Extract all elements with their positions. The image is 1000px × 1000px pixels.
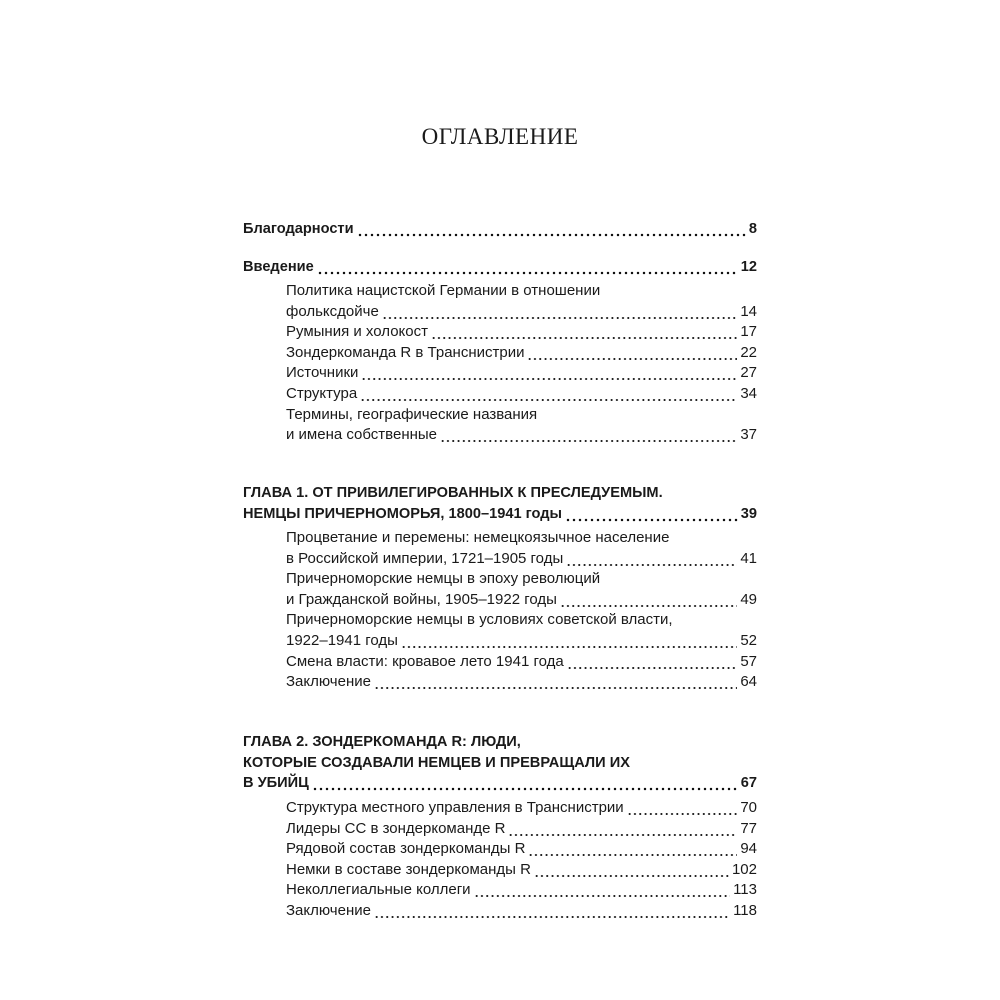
entry-title[interactable]: фольксдойче [286,302,379,320]
toc-line [243,219,757,240]
dot-leader [534,860,729,881]
toc-line [243,343,757,364]
page-number[interactable]: 57 [740,652,757,670]
dot-leader [627,798,738,819]
dot-leader [527,343,737,364]
toc-line [243,281,757,302]
toc-line [243,302,757,323]
entry-title[interactable]: Благодарности [243,221,354,237]
dot-leader [382,302,738,323]
toc-line [243,773,757,794]
toc-chapter-2[interactable] [243,732,757,794]
toc-section-entry[interactable] [243,652,757,673]
toc-line [243,610,757,631]
entry-title[interactable]: Структура местного управления в Транснистрии [286,799,624,816]
toc-line [243,590,757,611]
page-number[interactable]: 94 [740,840,757,858]
toc-line [243,425,757,446]
toc-section-entry[interactable] [243,343,757,364]
toc-line [243,839,757,860]
page-number[interactable]: 67 [740,775,757,792]
entry-title[interactable]: Процветание и перемены: немецкоязычное население [286,529,670,546]
entry-title[interactable]: Зондеркоманда R в Транснистрии [286,343,525,361]
toc-section-entry[interactable] [243,839,757,860]
toc-section-entry[interactable] [243,901,757,922]
dot-leader [528,839,737,860]
toc-section-entry[interactable] [243,610,757,651]
entry-title[interactable]: ГЛАВА 1. ОТ ПРИВИЛЕГИРОВАННЫХ К ПРЕСЛЕДУЕМЫМ. [243,485,663,501]
page-number[interactable]: 77 [740,819,757,837]
toc-line [243,819,757,840]
toc-chapter-1[interactable] [243,483,757,524]
dot-leader [374,672,737,693]
entry-title[interactable]: В УБИЙЦ [243,775,309,792]
page-title: ОГЛАВЛЕНИЕ [421,124,579,149]
toc-front-1[interactable] [243,257,757,278]
toc-line [243,257,757,278]
dot-leader [508,819,737,840]
entry-title[interactable]: Немки в составе зондеркоманды R [286,860,531,878]
toc-line [243,798,757,819]
toc-front-0[interactable] [243,219,757,240]
page-number[interactable]: 12 [740,259,757,275]
entry-title[interactable]: Источники [286,364,359,382]
entry-title[interactable]: Румыния и холокост [286,323,428,341]
entry-title[interactable]: и имена собственные [286,426,438,444]
toc-section-entry[interactable] [243,405,757,446]
page-number[interactable]: 64 [740,673,757,691]
dot-leader [567,652,738,673]
dot-leader [361,363,737,384]
page-number[interactable]: 34 [740,384,757,402]
dot-leader [474,880,731,901]
toc-line [243,528,757,549]
dot-leader [560,590,737,611]
entry-title[interactable]: ГЛАВА 2. ЗОНДЕРКОМАНДА R: ЛЮДИ, [243,734,521,750]
dot-leader [360,384,737,405]
toc-intro-sections [243,281,757,446]
toc-line [243,504,757,525]
toc-section-entry[interactable] [243,880,757,901]
page-number[interactable]: 41 [740,549,757,567]
page-number[interactable]: 39 [740,505,757,522]
dot-leader [312,773,738,794]
entry-title[interactable]: Смена власти: кровавое лето 1941 года [286,652,564,670]
entry-title[interactable]: Заключение [286,673,371,691]
entry-title[interactable]: Причерноморские немцы в условиях советской власти, [286,611,673,629]
toc-section-entry[interactable] [243,860,757,881]
dot-leader [440,425,737,446]
dot-leader [401,631,737,652]
entry-title[interactable]: Структура [286,384,358,402]
dot-leader [317,257,738,278]
entry-title[interactable]: НЕМЦЫ ПРИЧЕРНОМОРЬЯ, 1800–1941 годы [243,505,562,522]
toc-section-entry[interactable] [243,384,757,405]
dot-leader [431,322,737,343]
toc-line [243,672,757,693]
toc-chapter-1-sections [243,528,757,693]
page-number[interactable]: 27 [740,364,757,382]
page-number[interactable]: 17 [740,323,757,341]
toc-line [243,732,757,753]
toc-line [243,753,757,774]
dot-leader [374,901,730,922]
toc-section-entry[interactable] [243,281,757,322]
entry-title[interactable]: Лидеры СС в зондеркоманде R [286,819,506,837]
entry-title[interactable]: Заключение [286,901,371,919]
toc-line [243,483,757,504]
toc-section-entry[interactable] [243,819,757,840]
dot-leader [565,504,738,525]
toc-line [243,549,757,570]
toc-line [243,569,757,590]
toc-section-entry[interactable] [243,672,757,693]
entry-title[interactable]: в Российской империи, 1721–1905 годы [286,549,564,567]
dot-leader [357,219,746,240]
toc-line [243,631,757,652]
page-number[interactable]: 113 [733,881,757,899]
page-number[interactable]: 102 [731,860,757,878]
entry-title[interactable]: Введение [243,259,314,275]
page-number[interactable]: 70 [740,799,757,816]
page-number[interactable]: 8 [748,221,757,237]
toc-line [243,384,757,405]
toc-line [243,901,757,922]
entry-title[interactable]: 1922–1941 годы [286,631,398,649]
page-number[interactable]: 52 [740,631,757,649]
dot-leader [566,549,737,570]
entry-title[interactable]: Причерноморские немцы в эпоху революций [286,570,601,588]
toc-line [243,880,757,901]
toc-section-entry[interactable] [243,528,757,569]
entry-title[interactable]: Неколлегиальные коллеги [286,881,471,899]
toc-section-entry[interactable] [243,569,757,610]
toc-section-entry[interactable] [243,798,757,819]
toc-line [243,860,757,881]
toc-line [243,652,757,673]
toc-section-entry[interactable] [243,363,757,384]
entry-title[interactable]: КОТОРЫЕ СОЗДАВАЛИ НЕМЦЕВ И ПРЕВРАЩАЛИ ИХ [243,754,630,771]
page-number[interactable]: 37 [740,426,757,444]
page-number[interactable]: 22 [740,343,757,361]
entry-title[interactable]: и Гражданской войны, 1905–1922 годы [286,590,557,608]
toc-section-entry[interactable] [243,322,757,343]
entry-title[interactable]: Термины, географические названия [286,405,538,423]
page-number[interactable]: 14 [740,302,757,320]
page-number[interactable]: 49 [740,590,757,608]
entry-title[interactable]: Политика нацистской Германии в отношении [286,282,601,299]
toc-line [243,405,757,426]
toc-line [243,322,757,343]
toc-line [243,363,757,384]
page-number[interactable]: 118 [733,901,757,919]
entry-title[interactable]: Рядовой состав зондеркоманды R [286,840,526,858]
toc-chapter-2-sections [243,798,757,922]
